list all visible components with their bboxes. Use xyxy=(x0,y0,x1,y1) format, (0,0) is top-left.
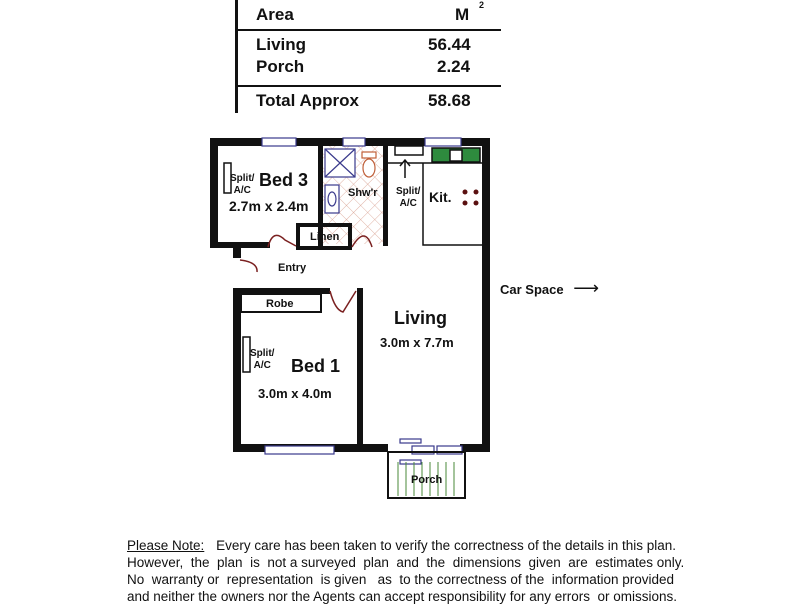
living-name: Living xyxy=(394,308,447,328)
unit-superscript: 2 xyxy=(479,0,485,10)
robe-name: Robe xyxy=(266,298,294,310)
bed3-dims: 2.7m x 2.4m xyxy=(229,198,309,214)
living-dims: 3.0m x 7.7m xyxy=(380,335,454,350)
total-value: 58.68 xyxy=(428,91,471,110)
disclaimer-line-2: However, the plan is not a surveyed plan and the dimensions given are estimates only. xyxy=(127,555,685,570)
row-value-porch: 2.24 xyxy=(437,57,471,76)
disclaimer-line-3: No warranty or representation is given as to the correctness of the information provided xyxy=(127,572,675,587)
arrow-right-icon: ⟶ xyxy=(573,278,600,298)
shower-base-icon xyxy=(325,149,355,177)
bed3-ac-label: Split/ A/C xyxy=(230,173,255,196)
kitchen-ac-label: Split/ A/C xyxy=(396,186,421,209)
area-header: Area xyxy=(256,5,294,24)
porch-name: Porch xyxy=(411,474,443,486)
bed1-dims: 3.0m x 4.0m xyxy=(258,386,332,401)
disclaimer-line-4: and neither the owners nor the Agents can accept responsibility for any errors or omissions. xyxy=(127,589,678,604)
disclaimer-text-1: Every care has been taken to verify the correctness of the details in this plan. xyxy=(216,538,677,553)
disclaimer-line-1 xyxy=(127,537,687,554)
toilet-icon xyxy=(362,152,376,177)
car-space-label xyxy=(500,278,599,299)
stove-icon xyxy=(463,190,479,206)
bed3-name: Bed 3 xyxy=(259,170,309,190)
row-label-living: Living xyxy=(256,35,307,54)
row-value-living: 56.44 xyxy=(428,35,471,54)
linen-name: Linen xyxy=(310,231,340,243)
row-label-porch: Porch xyxy=(256,57,305,76)
shower-name: Shw'r xyxy=(348,187,378,199)
disclaimer-title: Please Note: xyxy=(127,538,205,553)
basin-icon xyxy=(325,185,339,213)
kitchen-name: Kit. xyxy=(429,189,452,205)
entry-name: Entry xyxy=(278,262,307,274)
car-space-text: Car Space xyxy=(500,282,564,297)
bed1-name: Bed 1 xyxy=(291,356,341,376)
bed1-ac-label: Split/ A/C xyxy=(250,348,275,371)
unit-header: M xyxy=(455,5,470,24)
total-label: Total Approx xyxy=(256,91,359,110)
